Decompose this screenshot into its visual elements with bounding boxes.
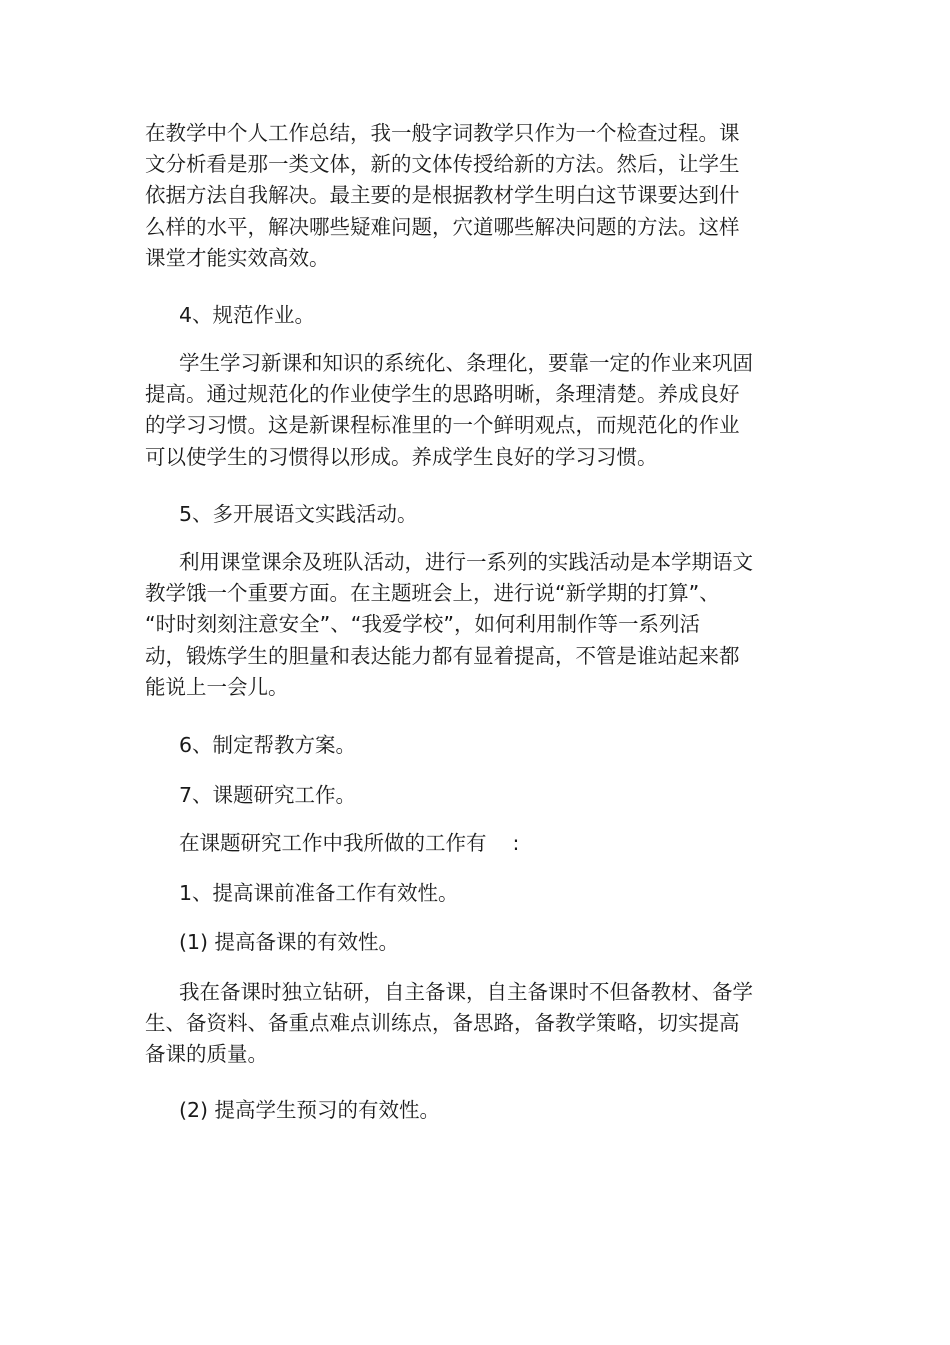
- paragraph-homework: [145, 348, 775, 473]
- section-heading: (2) 提高学生预习的有效性。: [179, 1098, 441, 1122]
- text-line: 动，锻炼学生的胆量和表达能力都有显着提高，不管是谁站起来都: [145, 643, 740, 668]
- text-line: 我在备课时独立钻研，自主备课，自主备课时不但备教材、备学: [179, 980, 753, 1004]
- paragraph-teaching-summary: [145, 118, 775, 274]
- paragraph-research-intro: [145, 828, 775, 859]
- text-line: 可以使学生的习惯得以形成。养成学生良好的学习习惯。: [145, 444, 658, 469]
- text-line: 的学习习惯。这是新课程标准里的一个鲜明观点，而规范化的作业: [145, 413, 740, 438]
- heading-standardize-homework: [145, 300, 775, 331]
- text-line: 课堂才能实效高效。: [145, 245, 330, 270]
- paragraph-activities: [145, 547, 775, 703]
- text-line: [145, 828, 775, 859]
- research-intro-text: 在课题研究工作中我所做的工作有: [179, 831, 487, 855]
- section-heading: 7、课题研究工作。: [179, 783, 357, 807]
- heading-lesson-planning: [145, 927, 775, 958]
- text-line: 备课的质量。: [145, 1042, 268, 1067]
- colon-mark: :: [512, 831, 520, 855]
- text-line: 在教学中个人工作总结，我一般字词教学只作为一个检查过程。课: [145, 121, 740, 145]
- text-line: 依据方法自我解决。最主要的是根据教材学生明白这节课要达到什: [145, 183, 740, 208]
- section-heading: 4、规范作业。: [179, 303, 316, 327]
- heading-research-work: [145, 780, 775, 811]
- text-line: “时时刻刻注意安全”、“我爱学校”，如何利用制作等一系列活: [145, 612, 700, 637]
- section-heading: 6、制定帮教方案。: [179, 733, 357, 757]
- section-heading: (1) 提高备课的有效性。: [179, 930, 400, 954]
- text-line: 学生学习新课和知识的系统化、条理化，要靠一定的作业来巩固: [179, 351, 753, 375]
- text-line: 利用课堂课余及班队活动，进行一系列的实践活动是本学期语文: [179, 550, 753, 574]
- paragraph-lesson-planning: [145, 977, 775, 1071]
- text-line: 能说上一会儿。: [145, 674, 289, 699]
- section-heading: 1、提高课前准备工作有效性。: [179, 881, 459, 905]
- text-line: 生、备资料、备重点难点训练点，备思路，备教学策略，切实提高: [145, 1011, 740, 1036]
- heading-practice-activities: [145, 499, 775, 530]
- section-heading: 5、多开展语文实践活动。: [179, 502, 418, 526]
- text-line: 提高。通过规范化的作业使学生的思路明晰，条理清楚。养成良好: [145, 382, 740, 407]
- text-line: 么样的水平，解决哪些疑难问题，穴道哪些解决问题的方法。这样: [145, 214, 740, 239]
- text-line: 文分析看是那一类文体，新的文体传授给新的方法。然后，让学生: [145, 152, 740, 177]
- heading-tutoring-plan: [145, 730, 775, 761]
- heading-preparation-effectiveness: [145, 878, 775, 909]
- text-line: 教学饿一个重要方面。在主题班会上，进行说“新学期的打算”、: [145, 581, 720, 606]
- heading-preview-effectiveness: [145, 1095, 775, 1126]
